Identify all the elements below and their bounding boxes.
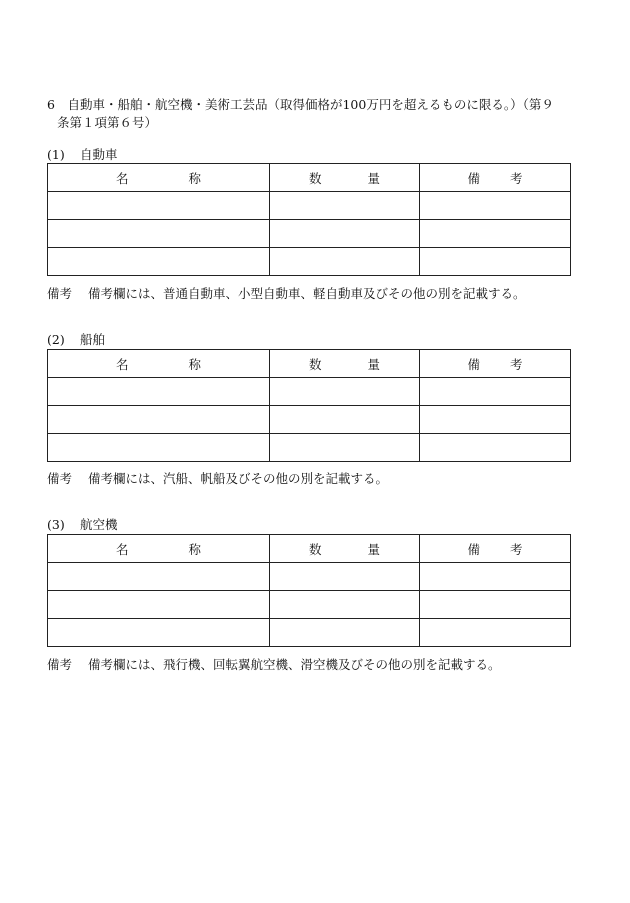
- document-heading: [47, 96, 587, 132]
- column-header-remarks: 備考: [420, 164, 571, 192]
- column-header-remarks: 備考: [420, 350, 571, 378]
- section-2-label: [47, 332, 105, 348]
- remarks-cell[interactable]: [420, 434, 571, 462]
- section-3-table: [47, 534, 571, 647]
- remarks-cell[interactable]: [420, 220, 571, 248]
- quantity-cell[interactable]: [270, 434, 420, 462]
- table-row: [48, 591, 571, 619]
- section-1-note-text: 備考欄には、普通自動車、小型自動車、軽自動車及びその他の別を記載する。: [88, 286, 526, 301]
- section-2-table: [47, 349, 571, 462]
- quantity-cell[interactable]: [270, 619, 420, 647]
- table-row: [48, 248, 571, 276]
- table-row: [48, 563, 571, 591]
- column-header-remarks: 備考: [420, 535, 571, 563]
- section-1-title: 自動車: [80, 147, 118, 162]
- section-1-table: [47, 163, 571, 276]
- table-row: [48, 220, 571, 248]
- quantity-cell[interactable]: [270, 192, 420, 220]
- column-header-quantity: 数量: [270, 350, 420, 378]
- section-3-note-tag: 備考: [47, 657, 73, 672]
- section-2-note-text: 備考欄には、汽船、帆船及びその他の別を記載する。: [88, 471, 389, 486]
- name-cell[interactable]: [48, 220, 270, 248]
- column-header-quantity: 数量: [270, 164, 420, 192]
- table-header-row: [48, 350, 571, 378]
- table-row: [48, 192, 571, 220]
- quantity-cell[interactable]: [270, 591, 420, 619]
- heading-line-2: 条第１項第６号）: [57, 115, 158, 130]
- section-3-note-text: 備考欄には、飛行機、回転翼航空機、滑空機及びその他の別を記載する。: [88, 657, 501, 672]
- table-row: [48, 406, 571, 434]
- remarks-cell[interactable]: [420, 192, 571, 220]
- quantity-cell[interactable]: [270, 248, 420, 276]
- section-1-label: [47, 147, 118, 163]
- section-3-label: [47, 517, 118, 533]
- section-2-number: (2): [47, 332, 65, 347]
- table-row: [48, 619, 571, 647]
- section-2-title: 船舶: [80, 332, 106, 347]
- section-2-note: [47, 471, 388, 487]
- table-header-row: [48, 535, 571, 563]
- name-cell[interactable]: [48, 378, 270, 406]
- remarks-cell[interactable]: [420, 619, 571, 647]
- name-cell[interactable]: [48, 563, 270, 591]
- name-cell[interactable]: [48, 192, 270, 220]
- table-header-row: [48, 164, 571, 192]
- quantity-cell[interactable]: [270, 563, 420, 591]
- name-cell[interactable]: [48, 434, 270, 462]
- section-3-number: (3): [47, 517, 65, 532]
- quantity-cell[interactable]: [270, 406, 420, 434]
- remarks-cell[interactable]: [420, 591, 571, 619]
- column-header-name: 名称: [48, 535, 270, 563]
- section-1-note: [47, 286, 526, 302]
- name-cell[interactable]: [48, 591, 270, 619]
- remarks-cell[interactable]: [420, 406, 571, 434]
- column-header-quantity: 数量: [270, 535, 420, 563]
- section-1-number: (1): [47, 147, 65, 162]
- section-2-note-tag: 備考: [47, 471, 73, 486]
- table-row: [48, 434, 571, 462]
- section-1-note-tag: 備考: [47, 286, 73, 301]
- name-cell[interactable]: [48, 406, 270, 434]
- quantity-cell[interactable]: [270, 220, 420, 248]
- remarks-cell[interactable]: [420, 248, 571, 276]
- column-header-name: 名称: [48, 164, 270, 192]
- remarks-cell[interactable]: [420, 563, 571, 591]
- column-header-name: 名称: [48, 350, 270, 378]
- section-3-note: [47, 657, 501, 673]
- name-cell[interactable]: [48, 619, 270, 647]
- remarks-cell[interactable]: [420, 378, 571, 406]
- quantity-cell[interactable]: [270, 378, 420, 406]
- section-3-title: 航空機: [80, 517, 118, 532]
- heading-line-1: 6 自動車・船舶・航空機・美術工芸品（取得価格が100万円を超えるものに限る。）（第９: [47, 97, 554, 112]
- table-row: [48, 378, 571, 406]
- name-cell[interactable]: [48, 248, 270, 276]
